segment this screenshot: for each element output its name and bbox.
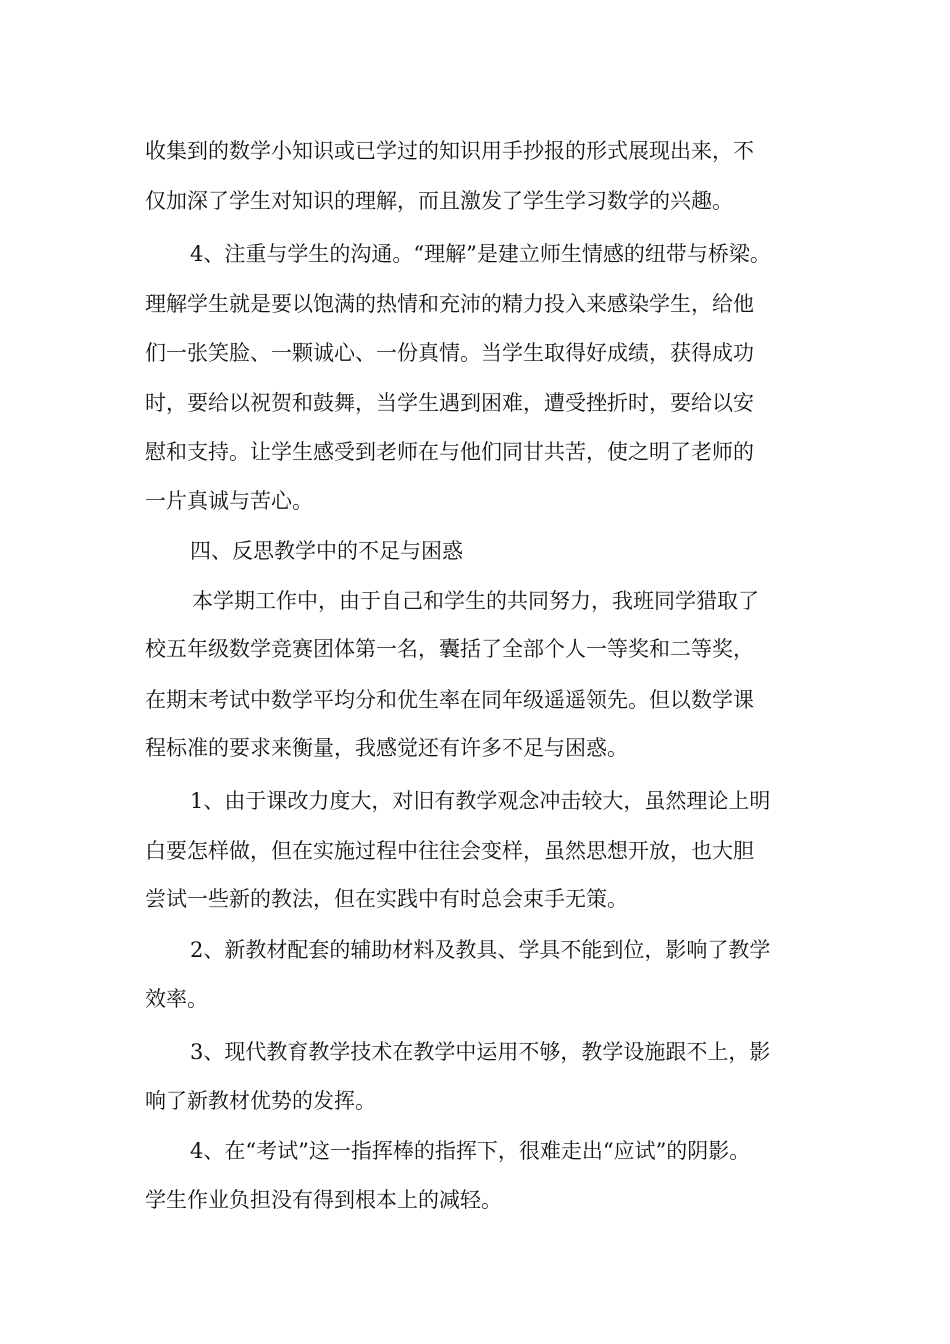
paragraph-line: 时，要给以祝贺和鼓舞，当学生遇到困难，遭受挫折时，要给以安 <box>145 391 754 415</box>
paragraph-line: 理解学生就是要以饱满的热情和充沛的精力投入来感染学生，给他 <box>145 292 754 316</box>
paragraph-line: 白要怎样做，但在实施过程中往往会变样，虽然思想开放，也大胆 <box>145 839 754 863</box>
paragraph-line: 收集到的数学小知识或已学过的知识用手抄报的形式展现出来，不 <box>145 139 754 163</box>
paragraph-line: 4、在“考试”这一指挥棒的指挥下，很难走出“应试”的阴影。 <box>190 1139 751 1163</box>
paragraph-line: 一片真诚与苦心。 <box>145 489 313 513</box>
paragraph-line: 3、现代教育教学技术在教学中运用不够，教学设施跟不上，影 <box>190 1040 771 1064</box>
paragraph-line: 效率。 <box>145 987 208 1011</box>
paragraph-line: 在期末考试中数学平均分和优生率在同年级遥遥领先。但以数学课 <box>145 688 754 712</box>
paragraph-line: 程标准的要求来衡量，我感觉还有许多不足与困惑。 <box>145 736 628 760</box>
paragraph-line: 2、新教材配套的辅助材料及教具、学具不能到位，影响了教学 <box>190 938 771 962</box>
section-heading: 四、反思教学中的不足与困惑 <box>190 539 463 563</box>
paragraph-line: 学生作业负担没有得到根本上的减轻。 <box>145 1188 502 1212</box>
paragraph-line: 1、由于课改力度大，对旧有教学观念冲击较大，虽然理论上明 <box>190 789 771 813</box>
paragraph-line: 尝试一些新的教法，但在实践中有时总会束手无策。 <box>145 887 628 911</box>
paragraph-line: 们一张笑脸、一颗诚心、一份真情。当学生取得好成绩，获得成功 <box>145 341 754 365</box>
paragraph-line: 校五年级数学竞赛团体第一名，囊括了全部个人一等奖和二等奖， <box>145 637 754 661</box>
paragraph-line: 响了新教材优势的发挥。 <box>145 1089 376 1113</box>
paragraph-line: 本学期工作中，由于自己和学生的共同努力，我班同学猎取了 <box>192 589 759 613</box>
paragraph-line: 4、注重与学生的沟通。“理解”是建立师生情感的纽带与桥梁。 <box>190 242 771 266</box>
paragraph-line: 仅加深了学生对知识的理解，而且激发了学生学习数学的兴趣。 <box>145 189 733 213</box>
paragraph-line: 慰和支持。让学生感受到老师在与他们同甘共苦，使之明了老师的 <box>145 440 754 464</box>
